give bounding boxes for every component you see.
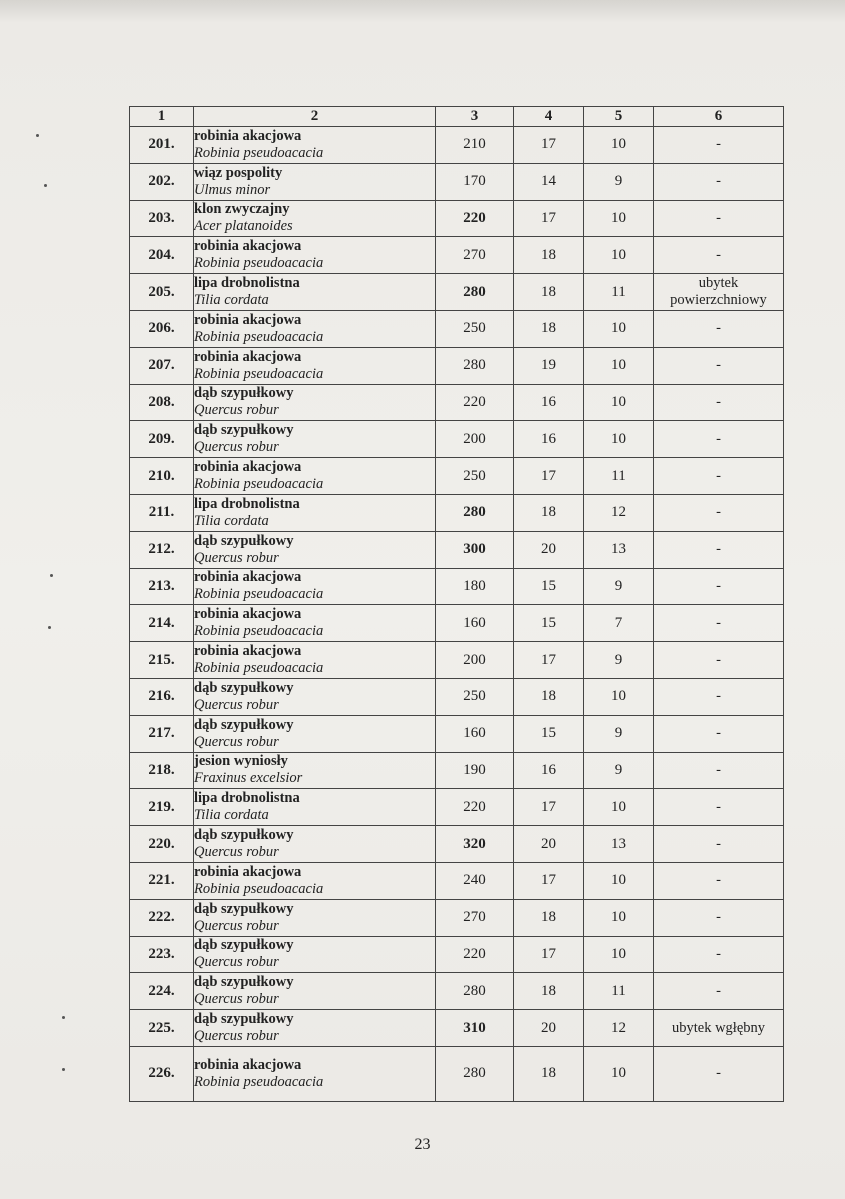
column-3-value: 320 — [436, 826, 514, 863]
column-3-value: 300 — [436, 531, 514, 568]
column-6-note: - — [654, 384, 784, 421]
column-6-note: - — [654, 494, 784, 531]
tree-inventory-table — [129, 106, 784, 1102]
species-cell — [194, 458, 436, 495]
species-polish-name: robinia akacjowa — [194, 127, 302, 144]
row-number: 222. — [130, 899, 194, 936]
column-5-value: 7 — [584, 605, 654, 642]
column-6-note: - — [654, 163, 784, 200]
scan-dot — [62, 1016, 65, 1019]
species-cell — [194, 347, 436, 384]
table-row — [130, 605, 784, 642]
column-4-value: 20 — [514, 531, 584, 568]
species-polish-name: dąb szypułkowy — [194, 532, 294, 549]
species-latin-name: Tilia cordata — [194, 292, 269, 309]
column-4-value: 15 — [514, 605, 584, 642]
table-row — [130, 642, 784, 679]
column-5-value: 11 — [584, 973, 654, 1010]
column-3-value: 220 — [436, 384, 514, 421]
species-polish-name: dąb szypułkowy — [194, 974, 294, 991]
row-number: 217. — [130, 715, 194, 752]
species-latin-name: Tilia cordata — [194, 512, 269, 529]
table-row — [130, 973, 784, 1010]
row-number: 210. — [130, 458, 194, 495]
species-polish-name: robinia akacjowa — [194, 311, 302, 328]
species-latin-name: Robinia pseudoacacia — [194, 660, 324, 677]
column-4-value: 16 — [514, 384, 584, 421]
column-4-value: 18 — [514, 310, 584, 347]
column-5-value: 10 — [584, 899, 654, 936]
table-row — [130, 458, 784, 495]
column-3-value: 280 — [436, 274, 514, 311]
table-row — [130, 862, 784, 899]
species-cell — [194, 715, 436, 752]
species-latin-name: Quercus robur — [194, 844, 279, 861]
column-3-value: 220 — [436, 936, 514, 973]
species-latin-name: Quercus robur — [194, 696, 279, 713]
column-6-note: - — [654, 936, 784, 973]
column-4-value: 17 — [514, 127, 584, 164]
species-cell — [194, 936, 436, 973]
header-cell-5: 5 — [584, 107, 654, 127]
species-cell — [194, 789, 436, 826]
row-number: 218. — [130, 752, 194, 789]
species-latin-name: Robinia pseudoacacia — [194, 328, 324, 345]
table-row — [130, 826, 784, 863]
column-3-value: 270 — [436, 237, 514, 274]
species-cell — [194, 752, 436, 789]
table-row — [130, 274, 784, 311]
column-6-note: - — [654, 899, 784, 936]
species-cell — [194, 1010, 436, 1047]
species-polish-name: dąb szypułkowy — [194, 937, 294, 954]
column-3-value: 170 — [436, 163, 514, 200]
species-polish-name: robinia akacjowa — [194, 643, 302, 660]
column-6-note: - — [654, 973, 784, 1010]
page-number: 23 — [414, 1136, 431, 1153]
species-polish-name: dąb szypułkowy — [194, 422, 294, 439]
column-5-value: 11 — [584, 274, 654, 311]
species-polish-name: robinia akacjowa — [194, 348, 302, 365]
column-5-value: 10 — [584, 421, 654, 458]
column-6-note: - — [654, 458, 784, 495]
table-row — [130, 384, 784, 421]
species-polish-name: dąb szypułkowy — [194, 716, 294, 733]
column-6-note: - — [654, 605, 784, 642]
scan-dot — [48, 626, 51, 629]
column-5-value: 10 — [584, 127, 654, 164]
species-polish-name: dąb szypułkowy — [194, 679, 294, 696]
column-6-note: - — [654, 237, 784, 274]
column-3-value: 310 — [436, 1010, 514, 1047]
column-5-value: 9 — [584, 715, 654, 752]
species-latin-name: Robinia pseudoacacia — [194, 623, 324, 640]
column-4-value: 17 — [514, 789, 584, 826]
column-3-value: 250 — [436, 310, 514, 347]
row-number: 219. — [130, 789, 194, 826]
column-4-value: 18 — [514, 973, 584, 1010]
column-4-value: 18 — [514, 494, 584, 531]
header-cell-2: 2 — [194, 107, 436, 127]
table-row — [130, 936, 784, 973]
species-polish-name: robinia akacjowa — [194, 606, 302, 623]
species-cell — [194, 1046, 436, 1101]
species-cell — [194, 274, 436, 311]
row-number: 212. — [130, 531, 194, 568]
header-cell-3: 3 — [436, 107, 514, 127]
species-cell — [194, 310, 436, 347]
species-latin-name: Fraxinus excelsior — [194, 770, 303, 787]
column-6-note: - — [654, 752, 784, 789]
table-row — [130, 752, 784, 789]
species-cell — [194, 862, 436, 899]
row-number: 207. — [130, 347, 194, 384]
column-5-value: 10 — [584, 789, 654, 826]
column-5-value: 13 — [584, 531, 654, 568]
column-4-value: 19 — [514, 347, 584, 384]
column-6-note: - — [654, 421, 784, 458]
column-4-value: 20 — [514, 826, 584, 863]
scan-top-edge — [0, 0, 845, 22]
column-4-value: 20 — [514, 1010, 584, 1047]
column-4-value: 17 — [514, 642, 584, 679]
species-cell — [194, 678, 436, 715]
row-number: 224. — [130, 973, 194, 1010]
species-cell — [194, 899, 436, 936]
column-4-value: 18 — [514, 1046, 584, 1101]
column-6-note: - — [654, 531, 784, 568]
table-row — [130, 421, 784, 458]
column-5-value: 10 — [584, 384, 654, 421]
species-cell — [194, 421, 436, 458]
species-polish-name: wiąz pospolity — [194, 164, 283, 181]
row-number: 214. — [130, 605, 194, 642]
scan-dot — [62, 1068, 65, 1071]
table-row — [130, 1046, 784, 1101]
species-latin-name: Quercus robur — [194, 954, 279, 971]
species-polish-name: klon zwyczajny — [194, 201, 290, 218]
column-3-value: 280 — [436, 494, 514, 531]
column-5-value: 10 — [584, 237, 654, 274]
scan-dot — [44, 184, 47, 187]
row-number: 203. — [130, 200, 194, 237]
column-5-value: 10 — [584, 936, 654, 973]
column-4-value: 15 — [514, 568, 584, 605]
column-3-value: 280 — [436, 1046, 514, 1101]
scan-dot — [36, 134, 39, 137]
species-latin-name: Quercus robur — [194, 549, 279, 566]
species-latin-name: Quercus robur — [194, 917, 279, 934]
table-row — [130, 568, 784, 605]
column-3-value: 160 — [436, 605, 514, 642]
column-3-value: 240 — [436, 862, 514, 899]
species-cell — [194, 531, 436, 568]
column-6-note: - — [654, 1046, 784, 1101]
column-5-value: 9 — [584, 752, 654, 789]
column-4-value: 17 — [514, 458, 584, 495]
species-cell — [194, 605, 436, 642]
species-polish-name: robinia akacjowa — [194, 459, 302, 476]
column-3-value: 160 — [436, 715, 514, 752]
species-cell — [194, 127, 436, 164]
column-5-value: 10 — [584, 310, 654, 347]
scan-dot — [50, 574, 53, 577]
column-6-note: - — [654, 862, 784, 899]
row-number: 208. — [130, 384, 194, 421]
species-polish-name: dąb szypułkowy — [194, 1011, 294, 1028]
column-6-note: - — [654, 310, 784, 347]
table-row — [130, 715, 784, 752]
table-row — [130, 200, 784, 237]
column-6-note: - — [654, 200, 784, 237]
column-5-value: 9 — [584, 568, 654, 605]
column-6-note: - — [654, 568, 784, 605]
species-cell — [194, 237, 436, 274]
column-6-note: - — [654, 715, 784, 752]
row-number: 216. — [130, 678, 194, 715]
column-3-value: 250 — [436, 678, 514, 715]
column-5-value: 13 — [584, 826, 654, 863]
table-row — [130, 1010, 784, 1047]
column-6-note: - — [654, 642, 784, 679]
column-6-note: ubytek powierzchniowy — [654, 274, 784, 311]
column-5-value: 9 — [584, 642, 654, 679]
header-cell-4: 4 — [514, 107, 584, 127]
species-cell — [194, 200, 436, 237]
table-row — [130, 163, 784, 200]
column-5-value: 10 — [584, 200, 654, 237]
species-polish-name: robinia akacjowa — [194, 569, 302, 586]
row-number: 201. — [130, 127, 194, 164]
header-cell-1: 1 — [130, 107, 194, 127]
header-cell-6: 6 — [654, 107, 784, 127]
row-number: 209. — [130, 421, 194, 458]
row-number: 223. — [130, 936, 194, 973]
row-number: 225. — [130, 1010, 194, 1047]
species-latin-name: Robinia pseudoacacia — [194, 586, 324, 603]
column-5-value: 10 — [584, 678, 654, 715]
column-4-value: 17 — [514, 936, 584, 973]
species-cell — [194, 163, 436, 200]
column-4-value: 18 — [514, 274, 584, 311]
row-number: 213. — [130, 568, 194, 605]
row-number: 221. — [130, 862, 194, 899]
header-row — [130, 107, 784, 127]
column-3-value: 180 — [436, 568, 514, 605]
column-5-value: 9 — [584, 163, 654, 200]
column-3-value: 220 — [436, 200, 514, 237]
row-number: 226. — [130, 1046, 194, 1101]
species-latin-name: Robinia pseudoacacia — [194, 255, 324, 272]
species-latin-name: Robinia pseudoacacia — [194, 476, 324, 493]
column-3-value: 200 — [436, 421, 514, 458]
column-5-value: 11 — [584, 458, 654, 495]
species-polish-name: lipa drobnolistna — [194, 495, 300, 512]
species-cell — [194, 568, 436, 605]
species-latin-name: Acer platanoides — [194, 218, 293, 235]
column-6-note: - — [654, 127, 784, 164]
species-polish-name: dąb szypułkowy — [194, 900, 294, 917]
species-latin-name: Robinia pseudoacacia — [194, 880, 324, 897]
table-row — [130, 678, 784, 715]
row-number: 206. — [130, 310, 194, 347]
column-4-value: 18 — [514, 678, 584, 715]
table-row — [130, 237, 784, 274]
species-polish-name: robinia akacjowa — [194, 863, 302, 880]
species-polish-name: dąb szypułkowy — [194, 385, 294, 402]
column-4-value: 18 — [514, 237, 584, 274]
column-3-value: 270 — [436, 899, 514, 936]
species-polish-name: dąb szypułkowy — [194, 827, 294, 844]
species-cell — [194, 494, 436, 531]
row-number: 215. — [130, 642, 194, 679]
column-3-value: 200 — [436, 642, 514, 679]
species-cell — [194, 826, 436, 863]
table-row — [130, 127, 784, 164]
table-row — [130, 899, 784, 936]
column-3-value: 190 — [436, 752, 514, 789]
species-latin-name: Robinia pseudoacacia — [194, 1073, 324, 1090]
column-5-value: 10 — [584, 347, 654, 384]
species-polish-name: robinia akacjowa — [194, 1056, 302, 1073]
column-4-value: 16 — [514, 421, 584, 458]
column-4-value: 14 — [514, 163, 584, 200]
species-polish-name: robinia akacjowa — [194, 238, 302, 255]
table-row — [130, 310, 784, 347]
species-latin-name: Quercus robur — [194, 402, 279, 419]
table-row — [130, 531, 784, 568]
column-5-value: 12 — [584, 1010, 654, 1047]
column-5-value: 12 — [584, 494, 654, 531]
species-cell — [194, 973, 436, 1010]
column-6-note: - — [654, 826, 784, 863]
species-latin-name: Robinia pseudoacacia — [194, 365, 324, 382]
species-polish-name: jesion wyniosły — [194, 753, 288, 770]
row-number: 211. — [130, 494, 194, 531]
column-3-value: 220 — [436, 789, 514, 826]
row-number: 205. — [130, 274, 194, 311]
column-4-value: 17 — [514, 200, 584, 237]
column-4-value: 17 — [514, 862, 584, 899]
species-polish-name: lipa drobnolistna — [194, 790, 300, 807]
species-cell — [194, 642, 436, 679]
column-4-value: 16 — [514, 752, 584, 789]
row-number: 202. — [130, 163, 194, 200]
species-latin-name: Robinia pseudoacacia — [194, 144, 324, 161]
column-4-value: 15 — [514, 715, 584, 752]
species-latin-name: Ulmus minor — [194, 181, 271, 198]
column-5-value: 10 — [584, 862, 654, 899]
column-3-value: 210 — [436, 127, 514, 164]
table-row — [130, 347, 784, 384]
column-6-note: - — [654, 789, 784, 826]
species-latin-name: Quercus robur — [194, 991, 279, 1008]
species-latin-name: Quercus robur — [194, 1028, 279, 1045]
species-polish-name: lipa drobnolistna — [194, 275, 300, 292]
column-6-note: - — [654, 678, 784, 715]
row-number: 220. — [130, 826, 194, 863]
column-4-value: 18 — [514, 899, 584, 936]
column-5-value: 10 — [584, 1046, 654, 1101]
column-6-note: ubytek wgłębny — [654, 1010, 784, 1047]
column-3-value: 280 — [436, 973, 514, 1010]
species-cell — [194, 384, 436, 421]
table-body — [130, 127, 784, 1102]
row-number: 204. — [130, 237, 194, 274]
species-latin-name: Quercus robur — [194, 439, 279, 456]
species-latin-name: Tilia cordata — [194, 807, 269, 824]
column-6-note: - — [654, 347, 784, 384]
column-3-value: 250 — [436, 458, 514, 495]
species-latin-name: Quercus robur — [194, 733, 279, 750]
table-row — [130, 494, 784, 531]
table-row — [130, 789, 784, 826]
column-3-value: 280 — [436, 347, 514, 384]
